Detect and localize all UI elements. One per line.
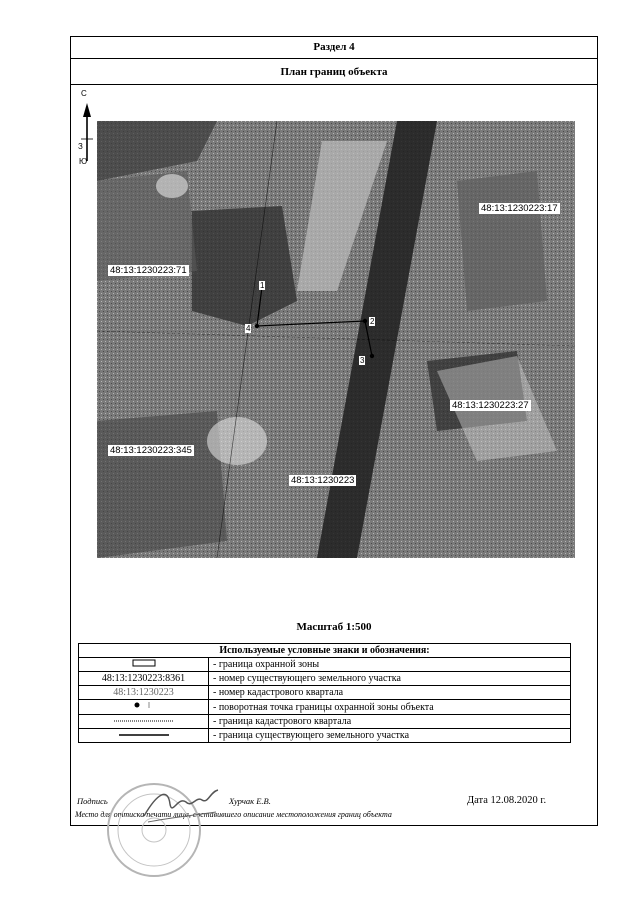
parcel-boundary-symbol-icon (119, 732, 169, 738)
document-sheet (70, 36, 598, 826)
signer-name: Хурчак Е.В. (229, 796, 271, 806)
stamp-place-text: Место для оттиска печати лица, составившего описание местоположения границ объекта (75, 810, 392, 819)
turning-point-label: 4 (246, 324, 251, 333)
west-label: З (78, 142, 83, 151)
legend-table (78, 643, 571, 743)
handwritten-signature-icon (138, 782, 228, 832)
scale-label: Масштаб 1:500 (296, 621, 372, 633)
legend-symbol (79, 715, 209, 729)
divider (71, 84, 597, 85)
parcel-label: 48:13:1230223:27 (452, 400, 529, 411)
protection-zone-symbol-icon (132, 659, 156, 667)
north-label: С (81, 89, 87, 98)
turning-point-label: 1 (260, 281, 265, 290)
legend-text: - граница охранной зоны (209, 658, 571, 672)
section-title: Раздел 4 (313, 41, 355, 53)
legend-symbol (79, 658, 209, 672)
legend-text: - номер кадастрового квартала (209, 686, 571, 700)
south-label: Ю (79, 157, 88, 166)
legend-text: - граница существующего земельного участка (209, 729, 571, 743)
legend-text: - номер существующего земельного участка (209, 672, 571, 686)
quarter-boundary-symbol-icon (114, 718, 174, 724)
turning-point-label: 3 (360, 356, 365, 365)
quarter-label: 48:13:1230223 (291, 475, 355, 486)
parcel-label: 48:13:1230223:17 (481, 203, 558, 214)
legend-text: - поворотная точка границы охранной зоны объекта (209, 700, 571, 715)
legend-symbol (79, 729, 209, 743)
legend-header: Используемые условные знаки и обозначения: (79, 644, 571, 658)
plan-title: План границ объекта (280, 66, 388, 78)
legend-symbol: 48:13:1230223:8361 (79, 672, 209, 686)
turning-point-label: 2 (370, 317, 375, 326)
legend-symbol: 48:13:1230223 (79, 686, 209, 700)
parcel-label: 48:13:1230223:71 (110, 265, 187, 276)
parcel-label: 48:13:1230223:345 (110, 445, 192, 456)
north-arrow-icon (79, 89, 99, 169)
aerial-photo-image (97, 121, 575, 558)
legend-symbol (79, 700, 209, 715)
date-text: Дата 12.08.2020 г. (467, 795, 547, 806)
legend-text: - граница кадастрового квартала (209, 715, 571, 729)
turning-point-symbol-icon (131, 700, 157, 710)
divider (71, 58, 597, 59)
aerial-map[interactable] (97, 121, 575, 558)
signature-label: Подпись (77, 796, 108, 806)
